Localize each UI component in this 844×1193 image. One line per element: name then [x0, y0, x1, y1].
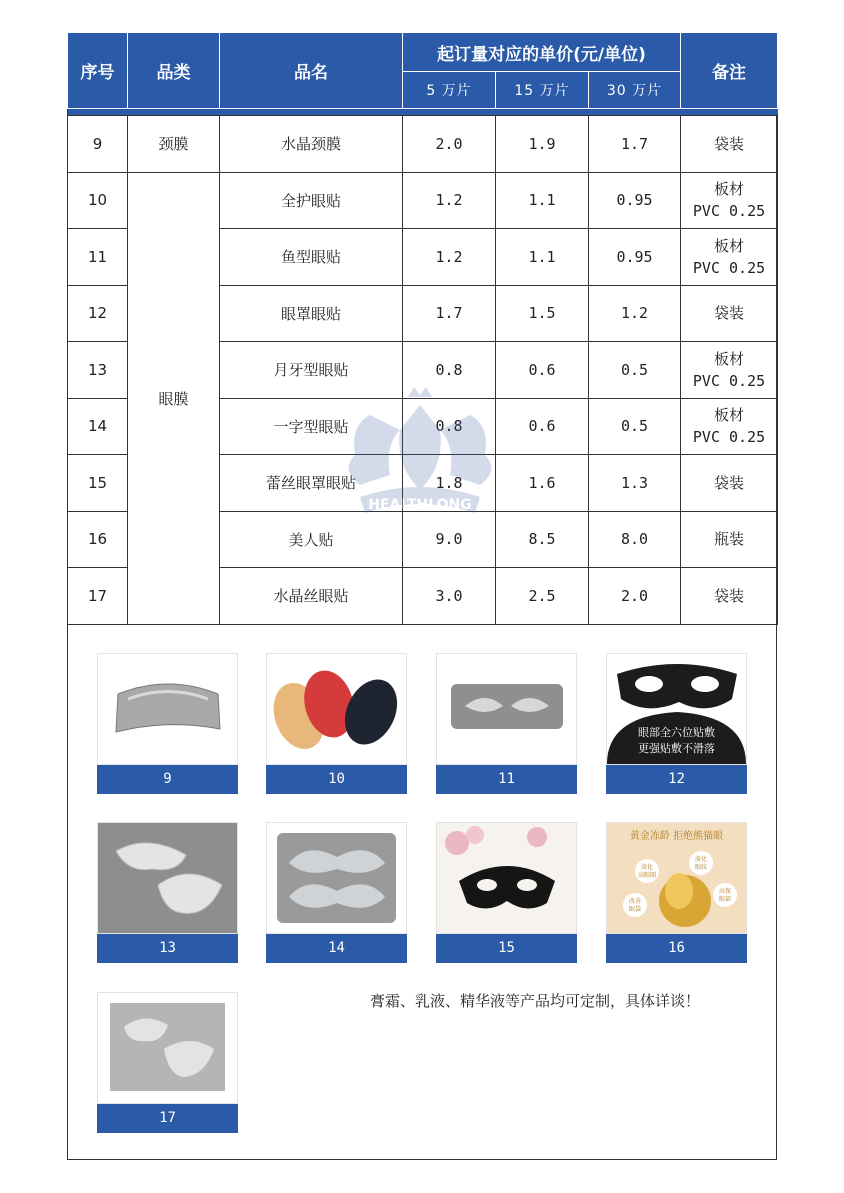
product-thumb-17 — [97, 992, 238, 1133]
cell-price-30: 0.95 — [589, 229, 681, 286]
header-price-group: 起订量对应的单价(元/单位) — [403, 33, 681, 72]
cell-category: 眼膜 — [128, 172, 220, 624]
custom-order-note: 膏霜、乳液、精华液等产品均可定制，具体详谈！ — [370, 992, 701, 1010]
cell-name: 一字型眼贴 — [220, 398, 403, 455]
cell-price-30: 2.0 — [589, 568, 681, 625]
cell-remark — [681, 398, 778, 455]
cell-seq: 9 — [68, 116, 128, 173]
cell-price-30: 0.5 — [589, 398, 681, 455]
cell-price-30: 1.7 — [589, 116, 681, 173]
cell-price-5: 0.8 — [403, 342, 496, 399]
header-name: 品名 — [220, 33, 403, 109]
cell-name: 鱼型眼贴 — [220, 229, 403, 286]
cell-name: 月牙型眼贴 — [220, 342, 403, 399]
thumb-caption: 14 — [266, 934, 407, 963]
cell-price-5: 0.8 — [403, 398, 496, 455]
header-tier-5: 5 万片 — [403, 72, 496, 109]
cell-seq: 11 — [68, 229, 128, 286]
thumb-caption: 12 — [606, 765, 747, 794]
table-row — [68, 172, 778, 229]
cell-price-15: 8.5 — [496, 511, 589, 568]
remark-line1: 板材 — [714, 406, 745, 425]
cell-seq: 16 — [68, 511, 128, 568]
cell-remark — [681, 172, 778, 229]
badge-text: 淡化 — [694, 856, 707, 863]
cell-price-15: 1.1 — [496, 229, 589, 286]
remark-line1: 板材 — [714, 180, 745, 199]
remark-line2: PVC 0.25 — [692, 202, 766, 221]
cell-name: 水晶丝眼贴 — [220, 568, 403, 625]
cell-name: 眼罩眼贴 — [220, 285, 403, 342]
cell-seq: 13 — [68, 342, 128, 399]
cell-price-5: 3.0 — [403, 568, 496, 625]
product-thumb-14 — [266, 822, 407, 963]
cell-price-15: 2.5 — [496, 568, 589, 625]
thumb-image — [97, 653, 238, 765]
cell-seq: 12 — [68, 285, 128, 342]
thumb-image — [266, 653, 407, 765]
cell-price-5: 1.7 — [403, 285, 496, 342]
cell-price-15: 1.9 — [496, 116, 589, 173]
cell-price-5: 1.2 — [403, 172, 496, 229]
thumb-image — [97, 822, 238, 934]
thumb-image — [606, 822, 747, 934]
thumb-caption: 13 — [97, 934, 238, 963]
badge-text: 高保 — [718, 888, 731, 895]
badge-text: 淡化 — [640, 864, 653, 871]
remark-line1: 袋装 — [714, 134, 745, 153]
cell-remark — [681, 511, 778, 568]
thumb-image — [606, 653, 747, 765]
thumb-caption: 10 — [266, 765, 407, 794]
header-tier-30: 30 万片 — [589, 72, 681, 109]
thumb-caption: 16 — [606, 934, 747, 963]
watermark-text: HEALTHLONG — [368, 497, 472, 513]
cell-price-5: 9.0 — [403, 511, 496, 568]
cell-seq: 15 — [68, 455, 128, 512]
thumb-caption: 11 — [436, 765, 577, 794]
cell-remark — [681, 455, 778, 512]
thumb-image — [266, 822, 407, 934]
cell-price-5: 1.8 — [403, 455, 496, 512]
price-table — [67, 32, 778, 625]
remark-line1: 瓶装 — [714, 530, 745, 549]
header-category: 品类 — [128, 33, 220, 109]
remark-line1: 袋装 — [714, 473, 745, 492]
badge-text: 高眼圈 — [637, 872, 656, 879]
remark-line1: 袋装 — [714, 586, 745, 605]
cell-price-15: 1.1 — [496, 172, 589, 229]
product-thumb-16 — [606, 822, 747, 963]
cell-name: 全护眼贴 — [220, 172, 403, 229]
cell-price-15: 1.5 — [496, 285, 589, 342]
thumb-overlay-text-2: 更强贴敷不滑落 — [638, 742, 715, 755]
header-tier-15: 15 万片 — [496, 72, 589, 109]
thumb-image — [436, 653, 577, 765]
cell-price-30: 1.2 — [589, 285, 681, 342]
cell-category: 颈膜 — [128, 116, 220, 173]
badge-text: 眼纹 — [694, 864, 707, 871]
badge-text: 眼袋 — [628, 906, 641, 913]
cell-seq: 14 — [68, 398, 128, 455]
header-seq: 序号 — [68, 33, 128, 109]
cell-price-15: 0.6 — [496, 398, 589, 455]
cell-price-5: 2.0 — [403, 116, 496, 173]
product-thumb-11 — [436, 653, 577, 794]
cell-price-30: 8.0 — [589, 511, 681, 568]
thumb-caption: 17 — [97, 1104, 238, 1133]
cell-seq: 10 — [68, 172, 128, 229]
thumb-caption: 15 — [436, 934, 577, 963]
cell-price-15: 0.6 — [496, 342, 589, 399]
badge-text: 改善 — [628, 898, 641, 905]
product-thumb-9 — [97, 653, 238, 794]
thumb-image — [436, 822, 577, 934]
table-row — [68, 116, 778, 173]
product-thumb-10 — [266, 653, 407, 794]
remark-line1: 袋装 — [714, 304, 745, 323]
cell-price-15: 1.6 — [496, 455, 589, 512]
header-remark: 备注 — [681, 33, 778, 109]
cell-name: 水晶颈膜 — [220, 116, 403, 173]
remark-line1: 板材 — [714, 349, 745, 368]
thumb-caption: 9 — [97, 765, 238, 794]
cell-name: 蕾丝眼罩眼贴 — [220, 455, 403, 512]
badge-text: 眼部 — [718, 896, 731, 903]
cell-remark — [681, 285, 778, 342]
remark-line1: 板材 — [714, 236, 745, 255]
cell-price-30: 0.95 — [589, 172, 681, 229]
cell-seq: 17 — [68, 568, 128, 625]
cell-remark — [681, 568, 778, 625]
thumb-overlay-text-1: 黄金冻龄 拒绝熊猫眼 — [629, 831, 724, 842]
cell-remark — [681, 116, 778, 173]
cell-price-30: 0.5 — [589, 342, 681, 399]
cell-name: 美人贴 — [220, 511, 403, 568]
thumb-overlay-text-1: 眼部全六位贴敷 — [638, 726, 715, 739]
cell-price-30: 1.3 — [589, 455, 681, 512]
cell-remark — [681, 229, 778, 286]
product-thumb-12 — [606, 653, 747, 794]
remark-line2: PVC 0.25 — [692, 371, 766, 390]
thumb-image — [97, 992, 238, 1104]
cell-remark — [681, 342, 778, 399]
product-thumb-13 — [97, 822, 238, 963]
remark-line2: PVC 0.25 — [692, 428, 766, 447]
product-thumb-15 — [436, 822, 577, 963]
remark-line2: PVC 0.25 — [692, 258, 766, 277]
cell-price-5: 1.2 — [403, 229, 496, 286]
